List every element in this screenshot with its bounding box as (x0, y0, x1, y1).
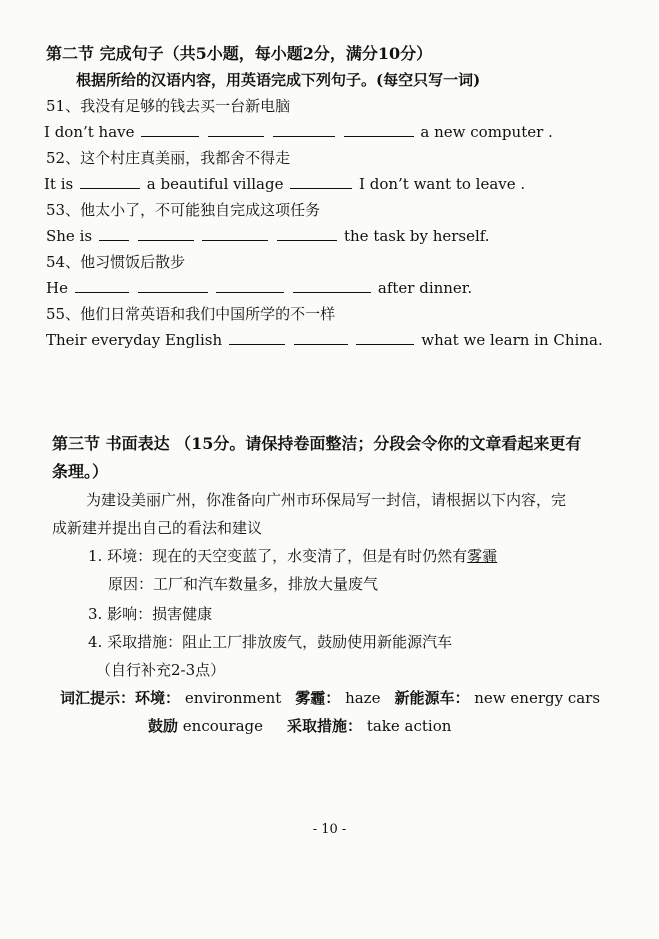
question-55-line (46, 330, 603, 350)
answer-blank[interactable] (138, 227, 194, 241)
question-52-cn: 52、这个村庄真美丽，我都舍不得走 (46, 149, 291, 167)
answer-blank[interactable] (216, 279, 284, 293)
question-53-start: She is (46, 227, 93, 245)
section3-intro-line1: 为建设美丽广州，你准备向广州市环保局写一封信，请根据以下内容，完 (86, 491, 567, 509)
question-55-cn: 55、他们日常英语和我们中国所学的不一样 (46, 305, 336, 323)
question-51-line (44, 122, 553, 142)
vocab-en: take action (366, 717, 452, 735)
point-measures: 4. 采取措施：阻止工厂排放废气，鼓励使用新能源汽车 (88, 633, 453, 651)
section3-intro-line2: 成新建并提出自己的看法和建议 (52, 519, 263, 537)
vocab-cn: 鼓励 (148, 717, 179, 735)
section2-title: 第二节 完成句子（共5小题，每小题2分，满分10分） (46, 44, 433, 63)
answer-blank[interactable] (208, 123, 264, 137)
answer-blank[interactable] (356, 331, 414, 345)
answer-blank[interactable] (293, 279, 371, 293)
question-54-start: He (46, 279, 68, 297)
section3-title-line2: 条理。） (52, 462, 109, 481)
question-54-end: after dinner. (377, 279, 473, 297)
vocab-line1 (60, 688, 600, 708)
question-51-cn: 51、我没有足够的钱去买一台新电脑 (46, 97, 291, 115)
question-53-cn: 53、他太小了，不可能独自完成这项任务 (46, 201, 321, 219)
answer-blank[interactable] (75, 279, 129, 293)
question-52-end: I don’t want to leave . (359, 175, 526, 193)
page-number: - 10 - (312, 822, 347, 837)
answer-blank[interactable] (290, 175, 352, 189)
question-51-start: I don’t have (44, 123, 135, 141)
question-52-mid: a beautiful village (146, 175, 284, 193)
question-54-cn: 54、他习惯饭后散步 (46, 253, 186, 271)
vocab-cn: 雾霾： (295, 689, 341, 707)
vocab-cn: 采取措施： (287, 717, 363, 735)
vocab-en: encourage (182, 717, 264, 735)
answer-blank[interactable] (294, 331, 348, 345)
answer-blank[interactable] (202, 227, 268, 241)
section2-instruction: 根据所给的汉语内容，用英语完成下列句子。(每空只写一词) (76, 71, 481, 89)
vocab-line2 (148, 716, 451, 736)
vocab-en: environment (184, 689, 282, 707)
answer-blank[interactable] (229, 331, 285, 345)
point-supplement: （自行补充2-3点） (96, 661, 226, 679)
answer-blank[interactable] (344, 123, 414, 137)
vocab-cn: 新能源车： (394, 689, 470, 707)
answer-blank[interactable] (273, 123, 335, 137)
point-underlined: 雾霾 (467, 547, 498, 565)
point-environment (88, 546, 497, 566)
point-text: 1. 环境：现在的天空变蓝了，水变清了，但是有时仍然有 (88, 547, 468, 565)
point-reason: 原因：工厂和汽车数量多，排放大量废气 (108, 575, 379, 593)
question-51-end: a new computer . (420, 123, 553, 141)
answer-blank[interactable] (277, 227, 337, 241)
vocab-en: new energy cars (474, 689, 601, 707)
question-53-end: the task by herself. (343, 227, 490, 245)
question-52-start: It is (44, 175, 74, 193)
question-55-end: what we learn in China. (421, 331, 603, 349)
question-53-line (46, 226, 490, 246)
answer-blank[interactable] (138, 279, 208, 293)
vocab-cn: 环境： (135, 689, 181, 707)
question-55-start: Their everyday English (46, 331, 223, 349)
vocab-label: 词汇提示： (60, 689, 136, 707)
answer-blank[interactable] (80, 175, 140, 189)
answer-blank[interactable] (141, 123, 199, 137)
question-52-line (44, 174, 525, 194)
answer-blank[interactable] (99, 227, 129, 241)
point-impact: 3. 影响：损害健康 (88, 605, 213, 623)
vocab-en: haze (345, 689, 381, 707)
question-54-line (46, 278, 472, 298)
section3-title-line1: 第三节 书面表达 （15分。请保持卷面整洁；分段会令你的文章看起来更有 (52, 434, 582, 453)
